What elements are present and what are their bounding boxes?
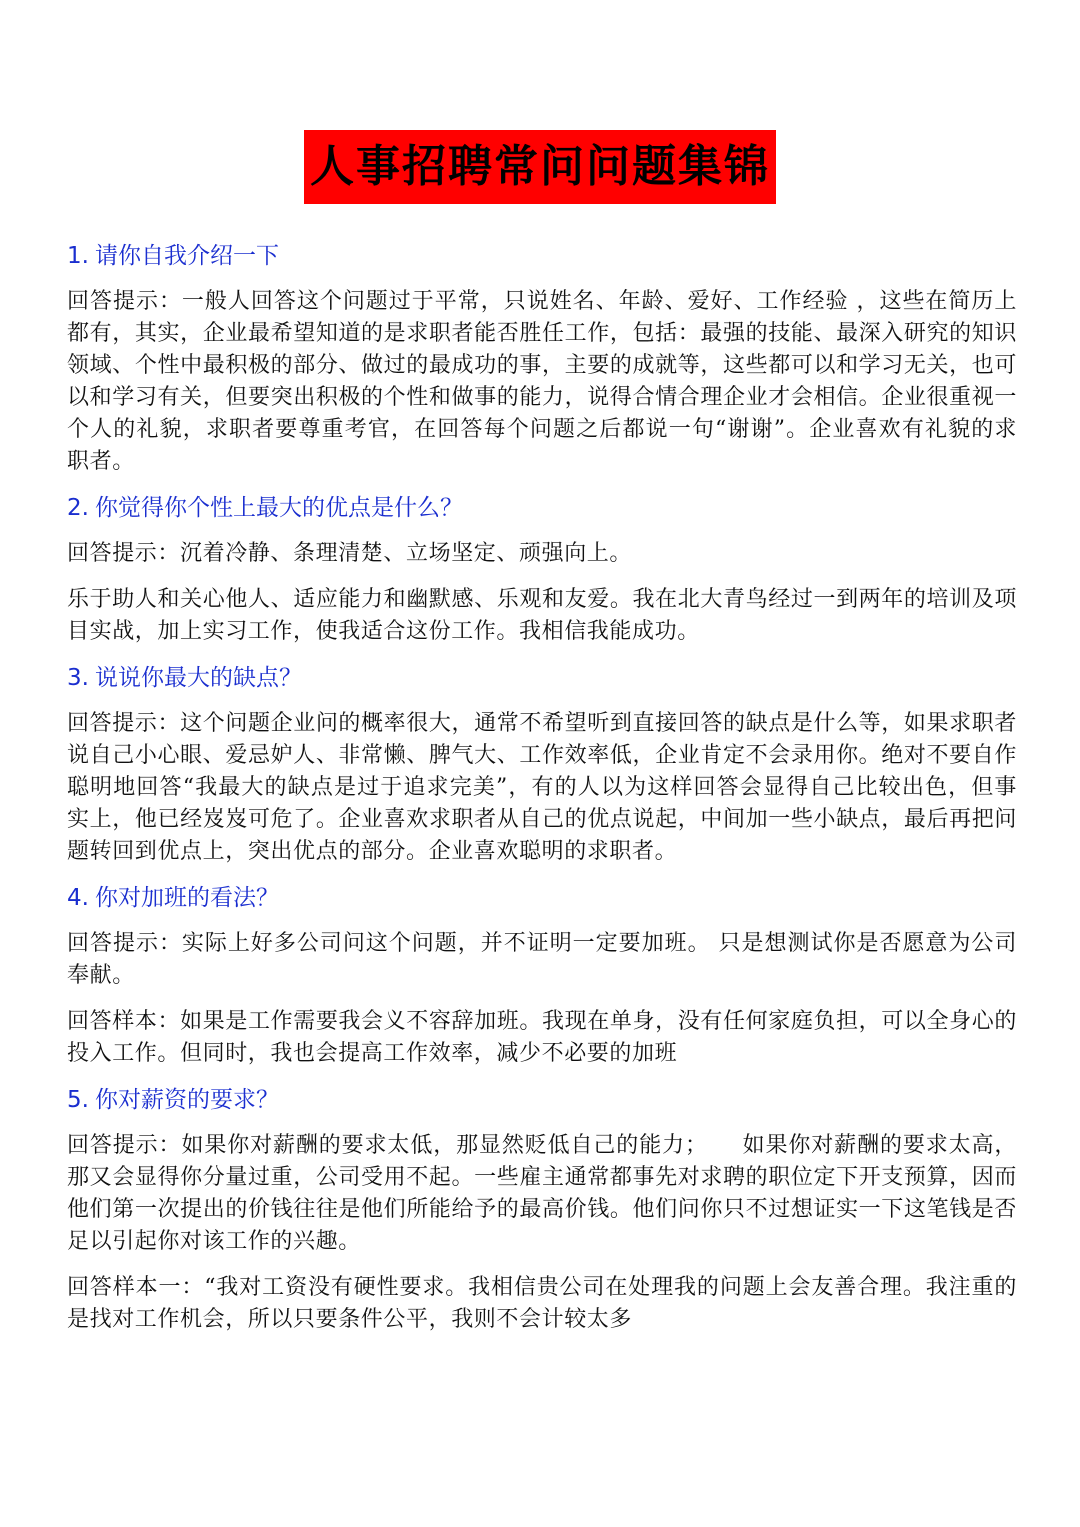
question-text: 说说你最大的缺点？ xyxy=(94,665,302,691)
question-heading xyxy=(67,1084,1017,1116)
question-text: 你对薪资的要求？ xyxy=(94,1087,279,1113)
question-number: 3. xyxy=(67,665,89,691)
answer-paragraph: 回答提示：一般人回答这个问题过于平常，只说姓名、年龄、爱好、工作经验 ，这些在简历上都有，其实，企业最希望知道的是求职者能否胜任工作，包括：最强的技能、最深入研究的知识领域、个性中最积极的部分、做过的最成功的事，主要的成就等，这些都可以和学习无关，也可以和学习有关，但要突出积极的个性和做事的能力，说得合情合理企业才会相信。企业很重视一个人的礼貌，求职者要尊重考官，在回答每个问题之后都说一句“谢谢”。企业喜欢有礼貌的求职者。 xyxy=(67,289,1017,474)
section-1 xyxy=(67,240,1017,478)
question-number: 5. xyxy=(67,1087,89,1113)
answer-paragraph: 回答样本：如果是工作需要我会义不容辞加班。我现在单身，没有任何家庭负担，可以全身心的投入工作。但同时，我也会提高工作效率，减少不必要的加班 xyxy=(67,1009,1017,1066)
question-heading xyxy=(67,882,1017,914)
question-heading xyxy=(67,240,1017,272)
question-text: 请你自我介绍一下 xyxy=(94,243,279,269)
question-number: 1. xyxy=(67,243,89,269)
question-text: 你觉得你个性上最大的优点是什么？ xyxy=(94,495,463,521)
question-heading xyxy=(67,492,1017,524)
document-body xyxy=(67,240,1017,1350)
question-heading xyxy=(67,662,1017,694)
answer-paragraph: 回答提示：沉着冷静、条理清楚、立场坚定、顽强向上。 xyxy=(67,541,633,566)
page-title: 人事招聘常问问题集锦 xyxy=(304,130,776,204)
section-3 xyxy=(67,662,1017,868)
answer-paragraph: 回答提示：如果你对薪酬的要求太低，那显然贬低自己的能力； 如果你对薪酬的要求太高，那又会显得你分量过重，公司受用不起。一些雇主通常都事先对求聘的职位定下开支预算，因而他们第一次提出的价钱往往是他们所能给予的最高价钱。他们问你只不过想证实一下这笔钱是否足以引起你对该工作的兴趣。 xyxy=(67,1133,1017,1254)
answer-paragraph: 回答提示：实际上好多公司问这个问题，并不证明一定要加班。 只是想测试你是否愿意为公司奉献。 xyxy=(67,931,1017,988)
section-2 xyxy=(67,492,1017,648)
section-5 xyxy=(67,1084,1017,1336)
answer-paragraph: 回答样本一：“我对工资没有硬性要求。我相信贵公司在处理我的问题上会友善合理。我注重的是找对工作机会，所以只要条件公平，我则不会计较太多 xyxy=(67,1275,1017,1332)
title-container xyxy=(0,130,1080,204)
section-4 xyxy=(67,882,1017,1070)
question-number: 2. xyxy=(67,495,89,521)
answer-paragraph: 回答提示：这个问题企业问的概率很大，通常不希望听到直接回答的缺点是什么等，如果求职者说自己小心眼、爱忌妒人、非常懒、脾气大、工作效率低，企业肯定不会录用你。绝对不要自作聪明地回答“我最大的缺点是过于追求完美”，有的人以为这样回答会显得自己比较出色，但事实上，他已经岌岌可危了。企业喜欢求职者从自己的优点说起，中间加一些小缺点，最后再把问题转回到优点上，突出优点的部分。企业喜欢聪明的求职者。 xyxy=(67,711,1017,864)
question-text: 你对加班的看法？ xyxy=(94,885,279,911)
question-number: 4. xyxy=(67,885,89,911)
answer-paragraph: 乐于助人和关心他人、适应能力和幽默感、乐观和友爱。我在北大青鸟经过一到两年的培训及项目实战，加上实习工作，使我适合这份工作。我相信我能成功。 xyxy=(67,587,1017,644)
